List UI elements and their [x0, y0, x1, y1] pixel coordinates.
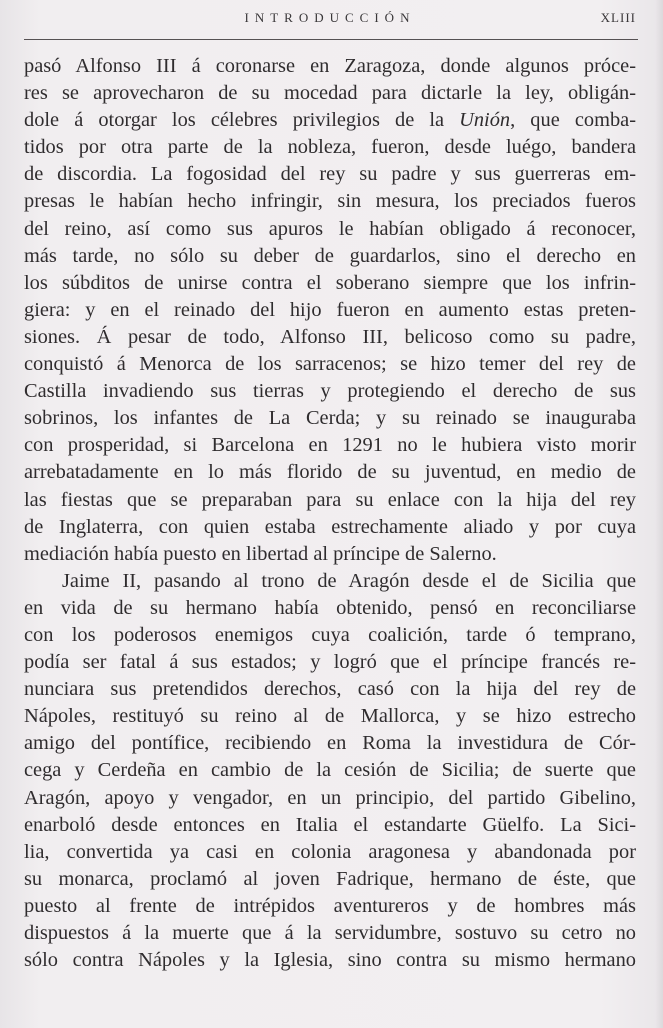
text-line: conquistó á Menorca de los sarracenos; se hizo temer del rey de: [24, 353, 636, 376]
text-line: pasó Alfonso III á coronarse en Zaragoza, donde algunos próce-: [24, 55, 636, 77]
text-line: su monarca, proclamó al joven Fadrique, hermano de éste, que: [24, 867, 636, 890]
text-line: más tarde, no sólo su deber de guardarlos, sino el derecho en: [24, 244, 636, 267]
text-line: de discordia. La fogosidad del rey su padre y sus guerreras em-: [24, 163, 636, 186]
text-line: res se aprovecharon de su mocedad para dictarle la ley, obligán-: [24, 82, 636, 105]
text-line: Castilla invadiendo sus tierras y protegiendo el derecho de sus: [24, 380, 636, 403]
text-line: del reino, así como sus apuros le habían obligado á reconocer,: [24, 217, 636, 240]
text-line: las fiestas que se preparaban para su enlace con la hija del rey: [24, 488, 636, 511]
text-line: de Inglaterra, con quien estaba estrechamente aliado y por cuya: [24, 515, 636, 538]
text-line: tidos por otra parte de la nobleza, fueron, desde luégo, bandera: [24, 136, 636, 159]
text-line: cega y Cerdeña en cambio de la cesión de Sicilia; de suerte que: [24, 759, 636, 782]
text-line: podía ser fatal á sus estados; y logró que el príncipe francés re-: [24, 651, 636, 674]
paragraph-2: [24, 568, 636, 974]
text-line: siones. Á pesar de todo, Alfonso III, belicoso como su padre,: [24, 325, 636, 348]
running-title: INTRODUCCIÓN: [244, 10, 416, 25]
text-line: arrebatadamente en lo más florido de su juventud, en medio de: [24, 461, 636, 484]
text-segment: , que comba-: [510, 109, 636, 132]
text-line: amigo del pontífice, recibiendo en Roma la investidura de Cór-: [24, 732, 636, 755]
text-line: giera: y en el reinado del hijo fueron en aumento estas preten-: [24, 298, 636, 321]
text-line: sólo contra Nápoles y la Iglesia, sino contra su mismo hermano: [24, 949, 636, 972]
page-edge-shadow: [655, 0, 663, 1028]
page-number: XLIII: [600, 10, 636, 25]
text-segment: dole á otorgar los célebres privilegios de la: [24, 109, 460, 132]
text-line: puesto al frente de intrépidos aventureros y de hombres más: [24, 894, 636, 917]
text-line: nunciara sus pretendidos derechos, casó con la hija del rey de: [24, 678, 636, 701]
text-line: Jaime II, pasando al trono de Aragón desde el de Sicilia que: [62, 569, 636, 592]
header-rule: [24, 39, 638, 40]
text-line: [24, 107, 636, 134]
text-line: lia, convertida ya casi en colonia aragonesa y abandonada por: [24, 840, 636, 863]
running-head: [24, 8, 636, 28]
text-line: dispuestos á la muerte que á la servidumbre, sostuvo su cetro no: [24, 922, 636, 944]
text-line: presas le habían hecho infringir, sin mesura, los preciados fueros: [24, 190, 636, 213]
text-line: Nápoles, restituyó su reino al de Mallorca, y se hizo estrecho: [24, 705, 636, 728]
text-line: Aragón, apoyo y vengador, en un principio, del partido Gibelino,: [24, 786, 636, 809]
paragraph-1: [24, 53, 636, 568]
text-line: los súbditos de unirse contra el soberano siempre que los infrin-: [24, 271, 636, 294]
text-line: en vida de su hermano había obtenido, pensó en reconciliarse: [24, 596, 636, 619]
text-line: con prosperidad, si Barcelona en 1291 no le hubiera visto morir: [24, 434, 636, 457]
text-line: mediación había puesto en libertad al príncipe de Salerno.: [24, 542, 497, 565]
text-line: con los poderosos enemigos cuya coalición, tarde ó temprano,: [24, 623, 636, 646]
body-text: [24, 53, 636, 974]
text-line: enarboló desde entonces en Italia el estandarte Güelfo. La Sici-: [24, 813, 636, 836]
italic-term: Unión: [459, 109, 511, 132]
text-line: sobrinos, los infantes de La Cerda; y su reinado se inauguraba: [24, 407, 636, 430]
